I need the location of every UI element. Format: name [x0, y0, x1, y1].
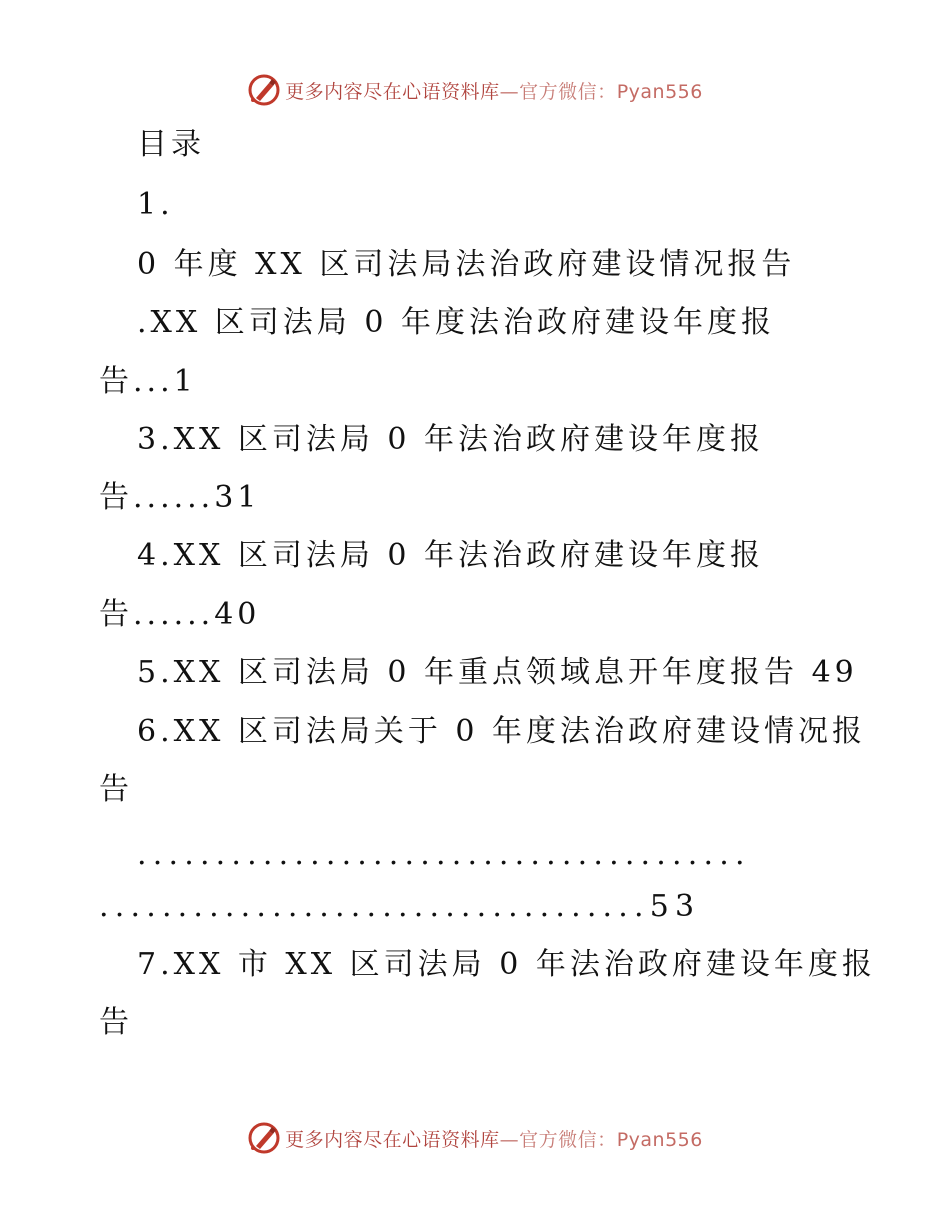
toc-line: 告......40	[99, 597, 261, 632]
toc-heading: 目录	[137, 127, 205, 162]
toc-line: 4.XX 区司法局 0 年法治政府建设年度报	[137, 538, 765, 573]
toc-line: 告	[99, 1005, 133, 1040]
toc-dot-leader: .......................................	[137, 837, 751, 872]
banner-wechat-label: 官方微信：	[519, 1128, 617, 1151]
banner-wechat-label: 官方微信：	[519, 80, 617, 103]
banner-separator: —	[499, 1128, 520, 1151]
toc-line: 告	[99, 772, 133, 807]
toc-line: 1.	[137, 187, 174, 222]
toc-line: 5.XX 区司法局 0 年重点领域息开年度报告 49	[137, 655, 858, 690]
banner-main-text: 更多内容尽在心语资料库	[285, 80, 500, 103]
toc-line: 0 年度 XX 区司法局法治政府建设情况报告	[137, 247, 796, 282]
toc-line: .XX 区司法局 0 年度法治政府建设年度报	[137, 305, 775, 340]
banner-wechat-id: Pyan556	[616, 1128, 703, 1151]
toc-line: 告......31	[99, 480, 261, 515]
pen-logo-icon	[247, 1121, 281, 1155]
banner-main-text: 更多内容尽在心语资料库	[285, 1128, 500, 1151]
toc-line: 告...1	[99, 364, 197, 399]
toc-dot-leader: ...................................53	[99, 889, 701, 924]
banner-text	[285, 1125, 703, 1152]
banner-separator: —	[499, 80, 520, 103]
banner-wechat-id: Pyan556	[616, 80, 703, 103]
toc-line: 3.XX 区司法局 0 年法治政府建设年度报	[137, 422, 765, 457]
toc-line: 6.XX 区司法局关于 0 年度法治政府建设情况报	[137, 714, 867, 749]
footer-banner	[0, 1118, 950, 1158]
toc-line: 7.XX 市 XX 区司法局 0 年法治政府建设年度报	[137, 947, 876, 982]
